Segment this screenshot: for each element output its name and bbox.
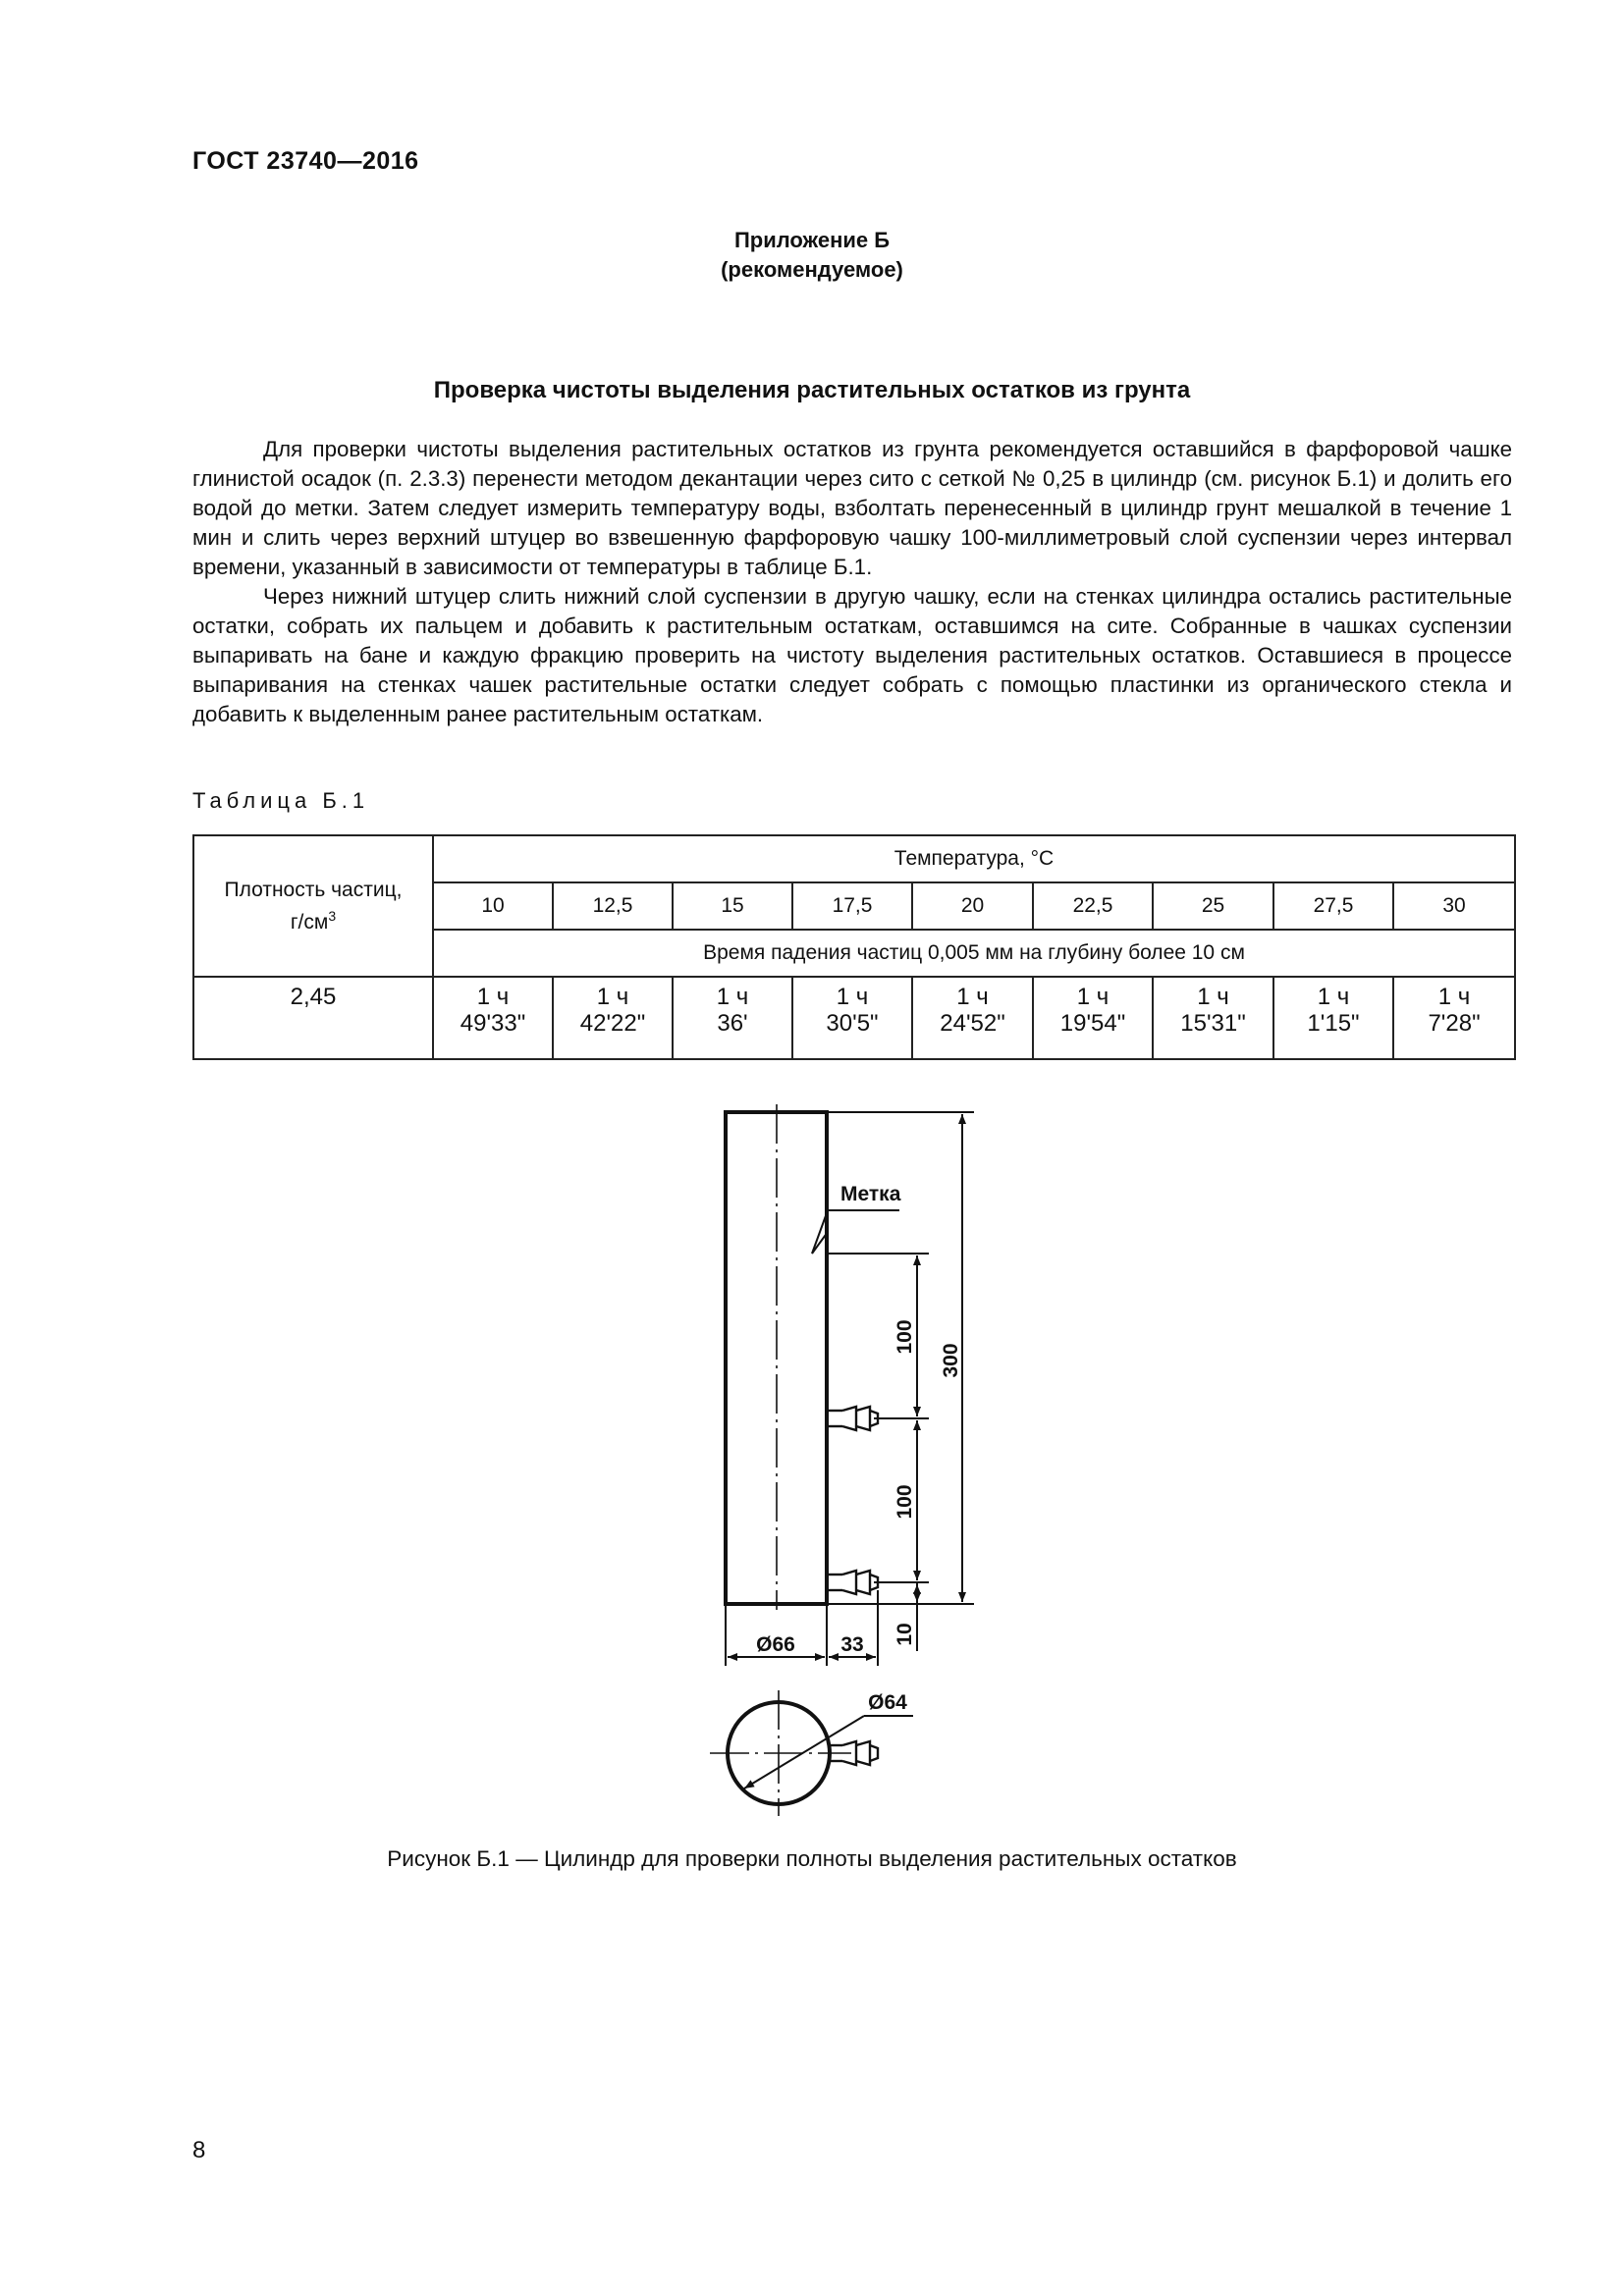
density-value: 2,45 — [193, 977, 433, 1059]
temperature-cell: 25 — [1153, 882, 1273, 930]
density-unit: г/см — [290, 910, 329, 934]
temperature-header: Температура, °С — [433, 835, 1515, 882]
temperature-cell: 15 — [673, 882, 792, 930]
temperature-cell: 10 — [433, 882, 553, 930]
time-cell: 1 ч 36' — [673, 977, 792, 1059]
time-cell: 1 ч 24'52" — [912, 977, 1033, 1059]
dim-d64-line — [744, 1716, 864, 1789]
dim-100-upper-label: 100 — [893, 1319, 916, 1355]
dim-33-label: 33 — [840, 1633, 864, 1656]
paragraph-2: Через нижний штуцер слить нижний слой суспензии в другую чашку, если на стенках цилиндра остались растительные остатки, собрать их пальцем и добавить к растительным остаткам, оставшимся на сите. Собранные в чашках суспензии выпаривать на бане и каждую фракцию проверить на чистоту выделения растительных остатков. Оставшиеся в процессе выпаривания на стенках чашек растительные остатки следует собрать с помощью пластинки из органического стекла и добавить к выделенным ранее растительным остаткам. — [192, 584, 1512, 726]
density-header: Плотность частиц, — [224, 878, 403, 901]
paragraph-1: Для проверки чистоты выделения растительных остатков из грунта рекомендуется оставшийся в фарфоровой чашке глинистой осадок (п. 2.3.3) перенести методом декантации через сито с сеткой № 0,25 в цилиндр (см. рисунок Б.1) и долить его водой до метки. Затем следует измерить температуру воды, взболтать перенесенный в цилиндр грунт мешалкой в течение 1 мин и слить через верхний штуцер во взвешенную фарфоровую чашку 100-миллиметровый слой суспензии через интервал времени, указанный в зависимости от температуры в таблице Б.1. — [192, 437, 1512, 579]
page-number: 8 — [192, 2137, 206, 2163]
temperature-cell: 17,5 — [792, 882, 912, 930]
mark-label: Метка — [840, 1183, 901, 1205]
temperature-cell: 30 — [1393, 882, 1515, 930]
density-unit-sup: 3 — [328, 907, 337, 924]
time-cell: 1 ч 19'54" — [1033, 977, 1153, 1059]
temperature-cell: 20 — [912, 882, 1033, 930]
lower-nozzle — [827, 1571, 878, 1594]
dim-100-lower-label: 100 — [893, 1484, 916, 1520]
figure-caption: Рисунок Б.1 — Цилиндр для проверки полноты выделения растительных остатков — [387, 1846, 1237, 1871]
time-cell: 1 ч 49'33" — [433, 977, 553, 1059]
dim-d66-label: Ø66 — [756, 1633, 795, 1656]
dim-10-label: 10 — [893, 1623, 916, 1646]
table-caption: Таблица Б.1 — [192, 788, 370, 813]
document-code: ГОСТ 23740—2016 — [192, 147, 419, 175]
annex-title: Приложение Б — [733, 228, 891, 252]
dim-300-label: 300 — [940, 1343, 962, 1378]
time-cell: 1 ч 7'28" — [1393, 977, 1515, 1059]
upper-nozzle — [827, 1407, 878, 1430]
temperature-cell: 12,5 — [553, 882, 673, 930]
dim-d64-label: Ø64 — [868, 1691, 907, 1714]
annex-status: (рекомендуемое) — [721, 257, 903, 282]
time-cell: 1 ч 1'15" — [1273, 977, 1393, 1059]
temperature-cell: 27,5 — [1273, 882, 1393, 930]
time-cell: 1 ч 42'22" — [553, 977, 673, 1059]
section-title: Проверка чистоты выделения растительных остатков из грунта — [433, 377, 1191, 403]
time-cell: 1 ч 30'5" — [792, 977, 912, 1059]
time-subheader: Время падения частиц 0,005 мм на глубину более 10 см — [433, 930, 1515, 977]
time-cell: 1 ч 15'31" — [1153, 977, 1273, 1059]
temperature-cell: 22,5 — [1033, 882, 1153, 930]
